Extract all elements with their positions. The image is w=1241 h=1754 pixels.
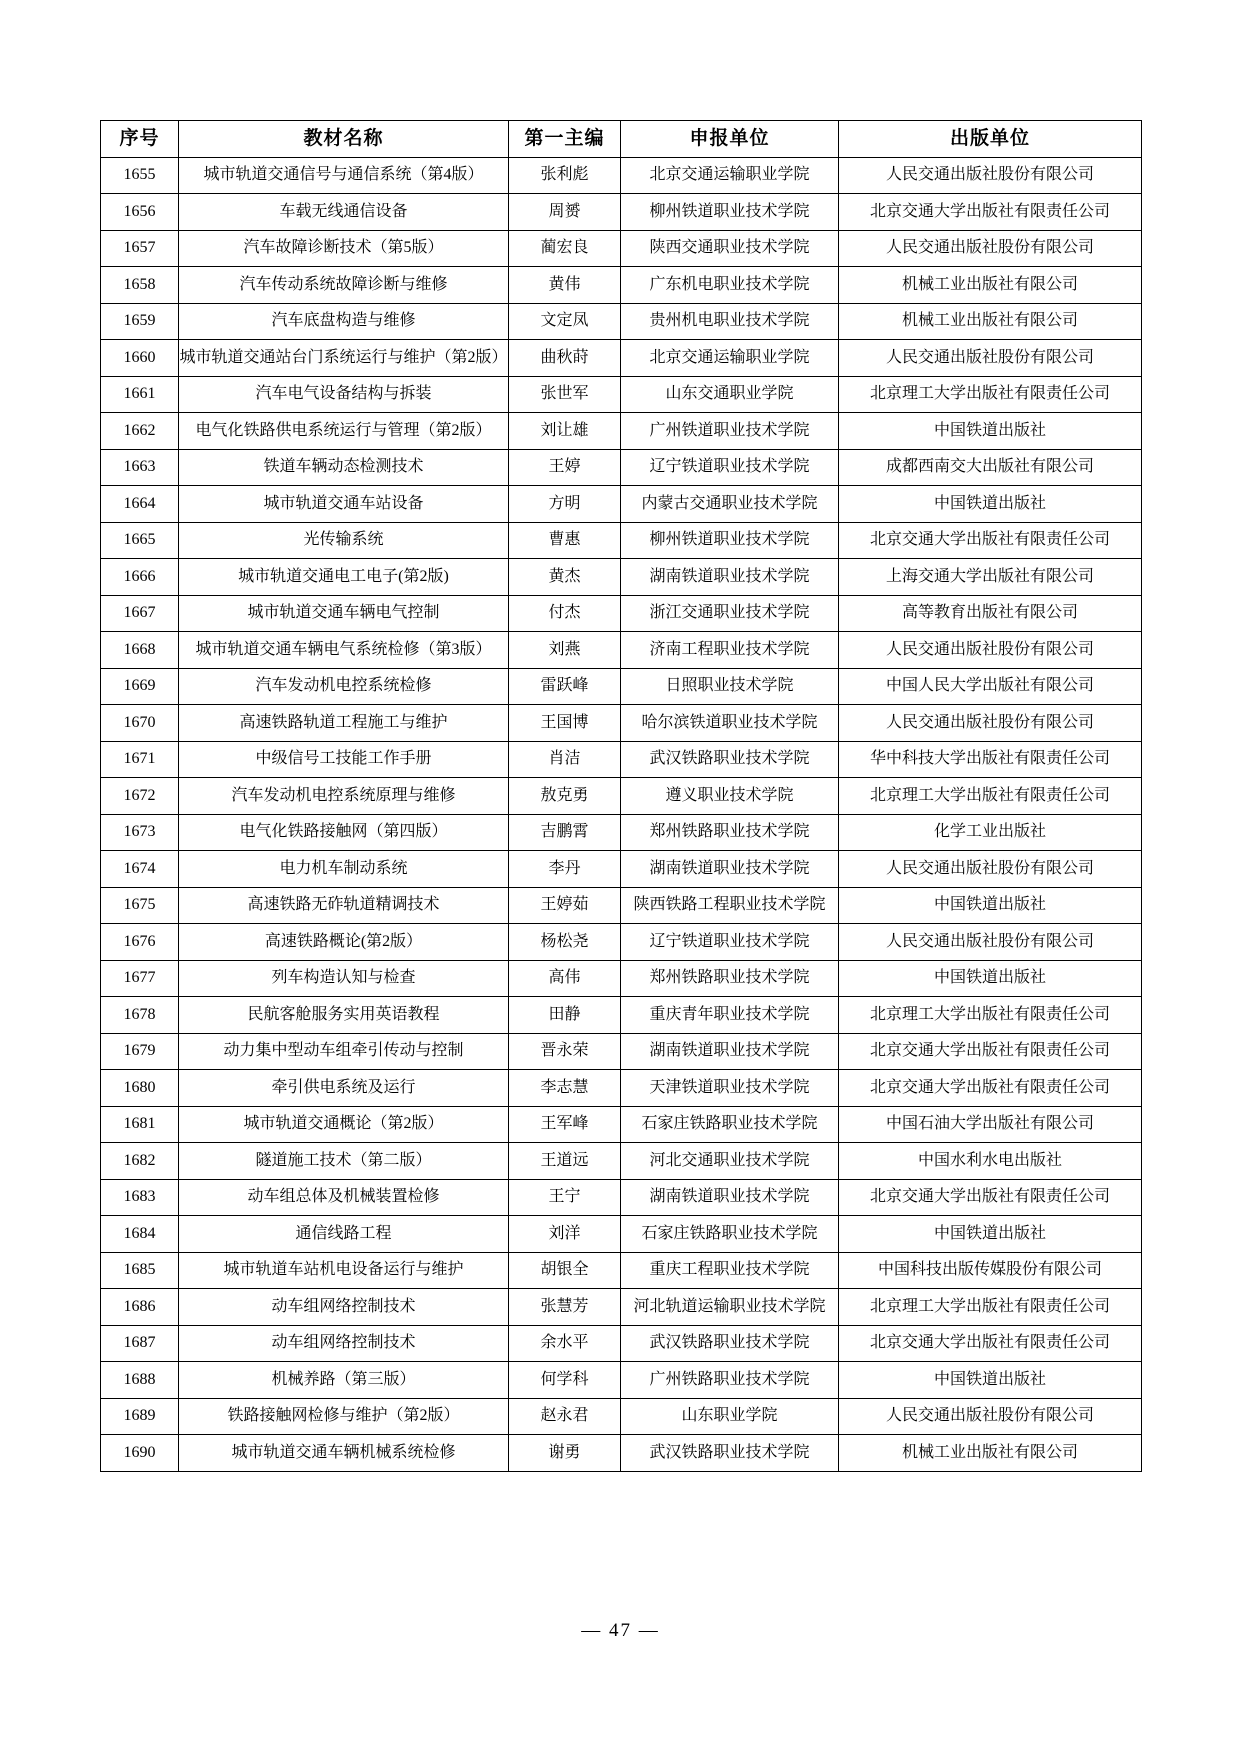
- cell-serial-number: 1687: [101, 1325, 179, 1362]
- cell-applicant-unit: 陕西铁路工程职业技术学院: [621, 887, 839, 924]
- cell-applicant-unit: 河北交通职业技术学院: [621, 1143, 839, 1180]
- cell-applicant-unit: 石家庄铁路职业技术学院: [621, 1106, 839, 1143]
- cell-applicant-unit: 济南工程职业技术学院: [621, 632, 839, 669]
- cell-first-editor: 王国博: [509, 705, 621, 742]
- cell-serial-number: 1660: [101, 340, 179, 377]
- cell-first-editor: 吉鹏霄: [509, 814, 621, 851]
- table-row: [101, 741, 1142, 778]
- cell-textbook-name: 汽车发动机电控系统检修: [179, 668, 509, 705]
- cell-serial-number: 1668: [101, 632, 179, 669]
- cell-applicant-unit: 辽宁铁道职业技术学院: [621, 924, 839, 961]
- cell-publisher: 人民交通出版社股份有限公司: [839, 632, 1142, 669]
- cell-applicant-unit: 武汉铁路职业技术学院: [621, 1435, 839, 1472]
- cell-first-editor: 王婷: [509, 449, 621, 486]
- cell-first-editor: 敖克勇: [509, 778, 621, 815]
- table-header-row: [101, 121, 1142, 158]
- cell-first-editor: 何学科: [509, 1362, 621, 1399]
- cell-serial-number: 1682: [101, 1143, 179, 1180]
- cell-serial-number: 1676: [101, 924, 179, 961]
- textbook-catalog-table: [100, 120, 1142, 1472]
- cell-serial-number: 1655: [101, 157, 179, 194]
- page-number: — 47 —: [581, 1620, 660, 1641]
- cell-first-editor: 付杰: [509, 595, 621, 632]
- table-row: [101, 1362, 1142, 1399]
- table-body: [101, 157, 1142, 1471]
- cell-publisher: 化学工业出版社: [839, 814, 1142, 851]
- table-row: [101, 1252, 1142, 1289]
- cell-serial-number: 1673: [101, 814, 179, 851]
- cell-publisher: 北京交通大学出版社有限责任公司: [839, 1070, 1142, 1107]
- cell-textbook-name: 高速铁路概论(第2版）: [179, 924, 509, 961]
- table-row: [101, 1106, 1142, 1143]
- cell-publisher: 上海交通大学出版社有限公司: [839, 559, 1142, 596]
- cell-applicant-unit: 郑州铁路职业技术学院: [621, 814, 839, 851]
- cell-applicant-unit: 湖南铁道职业技术学院: [621, 1179, 839, 1216]
- cell-first-editor: 刘洋: [509, 1216, 621, 1253]
- cell-publisher: 人民交通出版社股份有限公司: [839, 157, 1142, 194]
- table-row: [101, 230, 1142, 267]
- cell-first-editor: 曹惠: [509, 522, 621, 559]
- table-row: [101, 1070, 1142, 1107]
- cell-applicant-unit: 重庆工程职业技术学院: [621, 1252, 839, 1289]
- cell-publisher: 人民交通出版社股份有限公司: [839, 1398, 1142, 1435]
- cell-first-editor: 王婷茹: [509, 887, 621, 924]
- cell-serial-number: 1667: [101, 595, 179, 632]
- cell-serial-number: 1684: [101, 1216, 179, 1253]
- cell-first-editor: 蔺宏良: [509, 230, 621, 267]
- cell-publisher: 中国铁道出版社: [839, 1362, 1142, 1399]
- cell-publisher: 人民交通出版社股份有限公司: [839, 230, 1142, 267]
- cell-serial-number: 1665: [101, 522, 179, 559]
- cell-serial-number: 1681: [101, 1106, 179, 1143]
- cell-publisher: 人民交通出版社股份有限公司: [839, 924, 1142, 961]
- cell-textbook-name: 汽车底盘构造与维修: [179, 303, 509, 340]
- cell-textbook-name: 汽车电气设备结构与拆装: [179, 376, 509, 413]
- table-row: [101, 413, 1142, 450]
- cell-first-editor: 张慧芳: [509, 1289, 621, 1326]
- cell-publisher: 北京理工大学出版社有限责任公司: [839, 997, 1142, 1034]
- cell-first-editor: 方明: [509, 486, 621, 523]
- cell-applicant-unit: 广州铁路职业技术学院: [621, 1362, 839, 1399]
- cell-textbook-name: 铁路接触网检修与维护（第2版）: [179, 1398, 509, 1435]
- table-row: [101, 340, 1142, 377]
- cell-publisher: 北京交通大学出版社有限责任公司: [839, 522, 1142, 559]
- table-row: [101, 1143, 1142, 1180]
- cell-textbook-name: 动力集中型动车组牵引传动与控制: [179, 1033, 509, 1070]
- cell-first-editor: 刘让雄: [509, 413, 621, 450]
- cell-serial-number: 1672: [101, 778, 179, 815]
- cell-serial-number: 1674: [101, 851, 179, 888]
- cell-textbook-name: 城市轨道车站机电设备运行与维护: [179, 1252, 509, 1289]
- cell-publisher: 北京交通大学出版社有限责任公司: [839, 1033, 1142, 1070]
- cell-publisher: 中国科技出版传媒股份有限公司: [839, 1252, 1142, 1289]
- cell-first-editor: 晋永荣: [509, 1033, 621, 1070]
- cell-textbook-name: 民航客舱服务实用英语教程: [179, 997, 509, 1034]
- table-row: [101, 303, 1142, 340]
- cell-serial-number: 1685: [101, 1252, 179, 1289]
- cell-publisher: 机械工业出版社有限公司: [839, 1435, 1142, 1472]
- table-row: [101, 559, 1142, 596]
- cell-serial-number: 1656: [101, 194, 179, 231]
- cell-applicant-unit: 湖南铁道职业技术学院: [621, 851, 839, 888]
- cell-publisher: 成都西南交大出版社有限公司: [839, 449, 1142, 486]
- cell-applicant-unit: 天津铁道职业技术学院: [621, 1070, 839, 1107]
- cell-textbook-name: 城市轨道交通站台门系统运行与维护（第2版）: [179, 340, 509, 377]
- table-row: [101, 960, 1142, 997]
- cell-publisher: 华中科技大学出版社有限责任公司: [839, 741, 1142, 778]
- cell-applicant-unit: 贵州机电职业技术学院: [621, 303, 839, 340]
- cell-serial-number: 1671: [101, 741, 179, 778]
- cell-publisher: 中国石油大学出版社有限公司: [839, 1106, 1142, 1143]
- cell-applicant-unit: 柳州铁道职业技术学院: [621, 522, 839, 559]
- page-footer: [0, 1620, 1241, 1642]
- cell-first-editor: 文定凤: [509, 303, 621, 340]
- cell-serial-number: 1662: [101, 413, 179, 450]
- cell-first-editor: 张利彪: [509, 157, 621, 194]
- cell-textbook-name: 动车组总体及机械装置检修: [179, 1179, 509, 1216]
- cell-applicant-unit: 内蒙古交通职业技术学院: [621, 486, 839, 523]
- cell-serial-number: 1659: [101, 303, 179, 340]
- cell-textbook-name: 牵引供电系统及运行: [179, 1070, 509, 1107]
- cell-textbook-name: 高速铁路轨道工程施工与维护: [179, 705, 509, 742]
- cell-textbook-name: 城市轨道交通车辆电气控制: [179, 595, 509, 632]
- table-row: [101, 157, 1142, 194]
- table-row: [101, 449, 1142, 486]
- table-row: [101, 1289, 1142, 1326]
- cell-applicant-unit: 北京交通运输职业学院: [621, 157, 839, 194]
- cell-serial-number: 1688: [101, 1362, 179, 1399]
- cell-textbook-name: 电力机车制动系统: [179, 851, 509, 888]
- cell-textbook-name: 高速铁路无砟轨道精调技术: [179, 887, 509, 924]
- cell-applicant-unit: 柳州铁道职业技术学院: [621, 194, 839, 231]
- cell-serial-number: 1670: [101, 705, 179, 742]
- cell-textbook-name: 城市轨道交通概论（第2版）: [179, 1106, 509, 1143]
- cell-textbook-name: 城市轨道交通车辆电气系统检修（第3版）: [179, 632, 509, 669]
- cell-publisher: 人民交通出版社股份有限公司: [839, 851, 1142, 888]
- cell-publisher: 北京交通大学出版社有限责任公司: [839, 1179, 1142, 1216]
- table-row: [101, 668, 1142, 705]
- cell-textbook-name: 通信线路工程: [179, 1216, 509, 1253]
- cell-first-editor: 王宁: [509, 1179, 621, 1216]
- cell-serial-number: 1677: [101, 960, 179, 997]
- cell-applicant-unit: 重庆青年职业技术学院: [621, 997, 839, 1034]
- cell-textbook-name: 汽车发动机电控系统原理与维修: [179, 778, 509, 815]
- cell-publisher: 北京理工大学出版社有限责任公司: [839, 376, 1142, 413]
- table-row: [101, 595, 1142, 632]
- cell-applicant-unit: 湖南铁道职业技术学院: [621, 559, 839, 596]
- table-row: [101, 997, 1142, 1034]
- cell-applicant-unit: 日照职业技术学院: [621, 668, 839, 705]
- header-applicant-unit: 申报单位: [621, 121, 839, 158]
- header-publisher: 出版单位: [839, 121, 1142, 158]
- cell-serial-number: 1690: [101, 1435, 179, 1472]
- table-row: [101, 705, 1142, 742]
- cell-first-editor: 赵永君: [509, 1398, 621, 1435]
- cell-serial-number: 1680: [101, 1070, 179, 1107]
- cell-textbook-name: 机械养路（第三版）: [179, 1362, 509, 1399]
- cell-serial-number: 1689: [101, 1398, 179, 1435]
- cell-publisher: 高等教育出版社有限公司: [839, 595, 1142, 632]
- cell-textbook-name: 中级信号工技能工作手册: [179, 741, 509, 778]
- cell-applicant-unit: 哈尔滨铁道职业技术学院: [621, 705, 839, 742]
- cell-publisher: 北京交通大学出版社有限责任公司: [839, 1325, 1142, 1362]
- cell-serial-number: 1669: [101, 668, 179, 705]
- cell-serial-number: 1683: [101, 1179, 179, 1216]
- cell-applicant-unit: 武汉铁路职业技术学院: [621, 1325, 839, 1362]
- cell-first-editor: 胡银全: [509, 1252, 621, 1289]
- cell-serial-number: 1664: [101, 486, 179, 523]
- header-serial-number: 序号: [101, 121, 179, 158]
- cell-publisher: 北京理工大学出版社有限责任公司: [839, 1289, 1142, 1326]
- table-row: [101, 1398, 1142, 1435]
- cell-textbook-name: 汽车故障诊断技术（第5版）: [179, 230, 509, 267]
- cell-first-editor: 谢勇: [509, 1435, 621, 1472]
- header-textbook-name: 教材名称: [179, 121, 509, 158]
- table-row: [101, 1435, 1142, 1472]
- cell-applicant-unit: 遵义职业技术学院: [621, 778, 839, 815]
- cell-textbook-name: 城市轨道交通电工电子(第2版): [179, 559, 509, 596]
- cell-textbook-name: 铁道车辆动态检测技术: [179, 449, 509, 486]
- cell-textbook-name: 电气化铁路接触网（第四版）: [179, 814, 509, 851]
- cell-textbook-name: 电气化铁路供电系统运行与管理（第2版）: [179, 413, 509, 450]
- cell-textbook-name: 列车构造认知与检查: [179, 960, 509, 997]
- table-row: [101, 486, 1142, 523]
- table-row: [101, 1179, 1142, 1216]
- cell-first-editor: 周赟: [509, 194, 621, 231]
- cell-applicant-unit: 石家庄铁路职业技术学院: [621, 1216, 839, 1253]
- cell-first-editor: 黄伟: [509, 267, 621, 304]
- cell-first-editor: 田静: [509, 997, 621, 1034]
- header-first-editor: 第一主编: [509, 121, 621, 158]
- table-row: [101, 924, 1142, 961]
- table-row: [101, 778, 1142, 815]
- table-row: [101, 887, 1142, 924]
- cell-textbook-name: 车载无线通信设备: [179, 194, 509, 231]
- table-row: [101, 267, 1142, 304]
- cell-publisher: 中国人民大学出版社有限公司: [839, 668, 1142, 705]
- cell-publisher: 中国铁道出版社: [839, 486, 1142, 523]
- cell-publisher: 中国铁道出版社: [839, 1216, 1142, 1253]
- cell-first-editor: 杨松尧: [509, 924, 621, 961]
- table-row: [101, 522, 1142, 559]
- cell-first-editor: 刘燕: [509, 632, 621, 669]
- cell-publisher: 中国铁道出版社: [839, 413, 1142, 450]
- table-row: [101, 632, 1142, 669]
- cell-first-editor: 雷跃峰: [509, 668, 621, 705]
- cell-publisher: 北京理工大学出版社有限责任公司: [839, 778, 1142, 815]
- cell-applicant-unit: 河北轨道运输职业技术学院: [621, 1289, 839, 1326]
- cell-publisher: 人民交通出版社股份有限公司: [839, 705, 1142, 742]
- cell-first-editor: 李志慧: [509, 1070, 621, 1107]
- cell-textbook-name: 隧道施工技术（第二版）: [179, 1143, 509, 1180]
- cell-first-editor: 高伟: [509, 960, 621, 997]
- cell-first-editor: 余水平: [509, 1325, 621, 1362]
- table-row: [101, 1033, 1142, 1070]
- cell-applicant-unit: 武汉铁路职业技术学院: [621, 741, 839, 778]
- cell-serial-number: 1657: [101, 230, 179, 267]
- cell-first-editor: 肖洁: [509, 741, 621, 778]
- cell-textbook-name: 动车组网络控制技术: [179, 1325, 509, 1362]
- cell-publisher: 人民交通出版社股份有限公司: [839, 340, 1142, 377]
- cell-first-editor: 曲秋莳: [509, 340, 621, 377]
- cell-first-editor: 黄杰: [509, 559, 621, 596]
- cell-applicant-unit: 郑州铁路职业技术学院: [621, 960, 839, 997]
- cell-applicant-unit: 湖南铁道职业技术学院: [621, 1033, 839, 1070]
- cell-serial-number: 1663: [101, 449, 179, 486]
- cell-applicant-unit: 北京交通运输职业学院: [621, 340, 839, 377]
- cell-applicant-unit: 浙江交通职业技术学院: [621, 595, 839, 632]
- table-row: [101, 1325, 1142, 1362]
- cell-first-editor: 王道远: [509, 1143, 621, 1180]
- cell-textbook-name: 光传输系统: [179, 522, 509, 559]
- cell-applicant-unit: 陕西交通职业技术学院: [621, 230, 839, 267]
- cell-textbook-name: 城市轨道交通车站设备: [179, 486, 509, 523]
- cell-serial-number: 1686: [101, 1289, 179, 1326]
- table-row: [101, 851, 1142, 888]
- cell-publisher: 中国水利水电出版社: [839, 1143, 1142, 1180]
- cell-applicant-unit: 山东职业学院: [621, 1398, 839, 1435]
- cell-publisher: 机械工业出版社有限公司: [839, 267, 1142, 304]
- cell-textbook-name: 汽车传动系统故障诊断与维修: [179, 267, 509, 304]
- cell-applicant-unit: 广州铁道职业技术学院: [621, 413, 839, 450]
- cell-serial-number: 1658: [101, 267, 179, 304]
- cell-publisher: 中国铁道出版社: [839, 960, 1142, 997]
- cell-first-editor: 李丹: [509, 851, 621, 888]
- cell-applicant-unit: 广东机电职业技术学院: [621, 267, 839, 304]
- cell-textbook-name: 城市轨道交通信号与通信系统（第4版）: [179, 157, 509, 194]
- cell-textbook-name: 动车组网络控制技术: [179, 1289, 509, 1326]
- cell-serial-number: 1661: [101, 376, 179, 413]
- cell-serial-number: 1666: [101, 559, 179, 596]
- cell-first-editor: 王军峰: [509, 1106, 621, 1143]
- cell-serial-number: 1675: [101, 887, 179, 924]
- cell-first-editor: 张世军: [509, 376, 621, 413]
- cell-publisher: 北京交通大学出版社有限责任公司: [839, 194, 1142, 231]
- cell-publisher: 中国铁道出版社: [839, 887, 1142, 924]
- cell-publisher: 机械工业出版社有限公司: [839, 303, 1142, 340]
- cell-textbook-name: 城市轨道交通车辆机械系统检修: [179, 1435, 509, 1472]
- table-row: [101, 376, 1142, 413]
- table-row: [101, 1216, 1142, 1253]
- table-row: [101, 814, 1142, 851]
- cell-serial-number: 1678: [101, 997, 179, 1034]
- cell-applicant-unit: 山东交通职业学院: [621, 376, 839, 413]
- cell-serial-number: 1679: [101, 1033, 179, 1070]
- table-row: [101, 194, 1142, 231]
- cell-applicant-unit: 辽宁铁道职业技术学院: [621, 449, 839, 486]
